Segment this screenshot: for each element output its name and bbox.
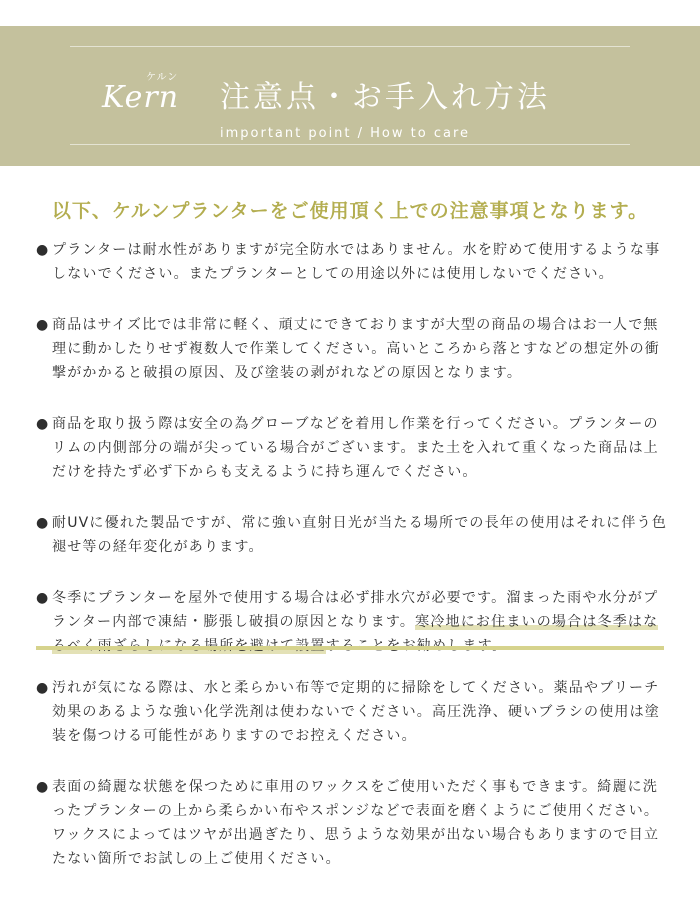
bullet-icon: ● [36, 680, 50, 696]
bullet-icon: ● [36, 515, 50, 531]
bullet-icon: ● [36, 590, 50, 606]
care-item-cleaning [36, 676, 668, 748]
caution-text: 耐UVに優れた製品ですが、常に強い直射日光が当たる場所での長年の使用はそれに伴う色褪せ等の経年変化があります。 [52, 515, 668, 555]
care-text: 汚れが気になる際は、水と柔らかい布等で定期的に掃除をしてください。薬品やブリーチ効果のあるような強い化学洗剤は使わないでください。高圧洗浄、硬いブラシの使用は塗装を傷つける可能性がありますのでお控えください。 [52, 680, 660, 744]
page-title: 注意点・お手入れ方法 [220, 80, 550, 115]
caution-item-uv [36, 511, 668, 559]
care-item-wax [36, 775, 668, 871]
caution-text: 冬季にプランターを屋外で使用する場合は必ず排水穴が必要です。溜まった雨や水分がプランター内部で凍結・膨張し破損の原因となります。 [52, 590, 659, 630]
logo-wordmark: Kern [102, 80, 180, 115]
caution-item-waterproof [36, 238, 668, 286]
caution-text: 商品はサイズ比では非常に軽く、頑丈にできておりますが大型の商品の場合はお一人で無理に動かしたりせず複数人で作業してください。高いところから落とすなどの想定外の衝撃がかかると破損の原因、及び塗装の剥がれなどの原因となります。 [52, 317, 660, 381]
caution-item-gloves [36, 412, 668, 484]
header-rule-top [70, 46, 630, 47]
page-subtitle: important point / How to care [220, 126, 471, 141]
brand-logo [102, 66, 188, 118]
caution-highlight: 寒冷地にお住まいの場合は冬季はな [52, 614, 658, 654]
bullet-icon: ● [36, 317, 50, 333]
notice-headline: 以下、ケルンプランターをご使用頂く上での注意事項となります。 [51, 200, 649, 222]
bullet-icon: ● [36, 779, 50, 795]
logo-kana: ケルン [146, 72, 179, 83]
header-rule-bottom [70, 144, 630, 145]
bullet-icon: ● [36, 416, 50, 432]
care-list [36, 676, 668, 898]
caution-item-handling [36, 313, 668, 385]
caution-text: 商品を取り扱う際は安全の為グローブなどを着用し作業を行ってください。プランターのリムの内側部分の端が尖っている場合がございます。また土を入れて重くなった商品は上だけを持たず必ず下からも支えるように持ち運んでください。 [52, 416, 659, 480]
top-margin [0, 0, 700, 26]
caution-text: プランターは耐水性がありますが完全防水ではありません。水を貯めて使用するような事しないでください。またプランターとしての用途以外には使用しないでください。 [52, 242, 661, 282]
caution-list [36, 238, 668, 685]
section-divider [36, 646, 664, 650]
care-text: 表面の綺麗な状態を保つために車用のワックスをご使用いただく事もできます。綺麗に洗ったプランターの上から柔らかい布やスポンジなどで表面を磨くようにご使用ください。ワックスによってはツヤが出過ぎたり、思うような効果が出ない場合もありますので目立たない箇所でお試しの上ご使用ください。 [52, 779, 660, 867]
bullet-icon: ● [36, 242, 50, 258]
header-banner [0, 26, 700, 166]
